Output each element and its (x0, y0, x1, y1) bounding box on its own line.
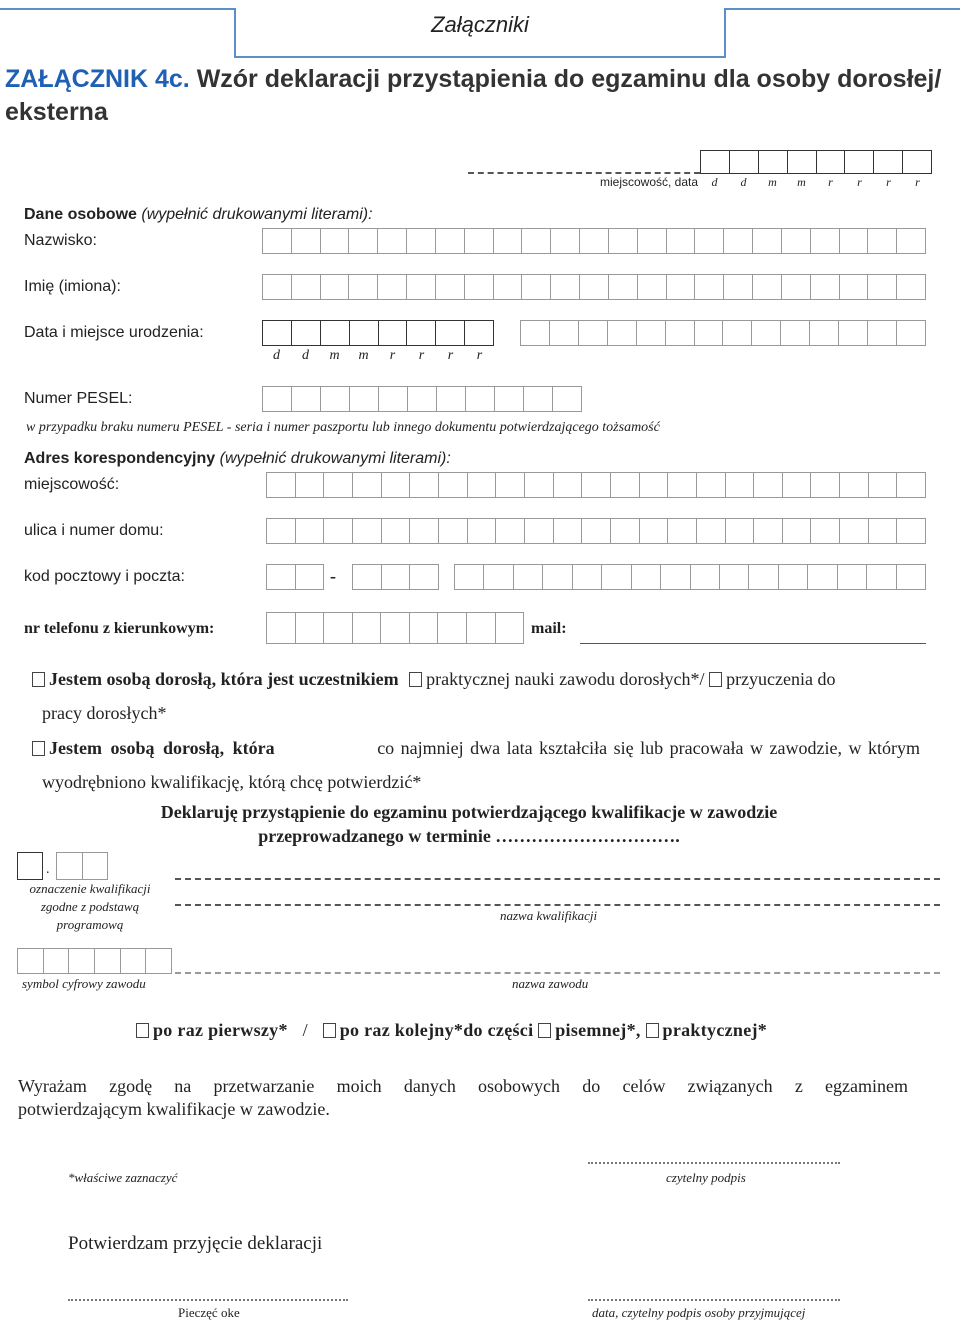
confirmation-text: Potwierdzam przyjęcie deklaracji (68, 1233, 323, 1254)
mail-line[interactable] (580, 643, 926, 644)
mail-label: mail: (531, 620, 567, 637)
stamp-caption: Pieczęć oke (178, 1305, 240, 1320)
header-tab-label: Załączniki (431, 12, 529, 37)
attempt-row: po raz pierwszy* / po raz kolejny*do części pisemnej*, praktycznej* (136, 1020, 767, 1041)
city-label: miejscowość: (24, 476, 120, 493)
birth-date-format-letters: d d m m r r r r (273, 348, 483, 363)
profession-name-caption: nazwa zawodu (512, 976, 589, 991)
pesel-label: Numer PESEL: (24, 390, 133, 407)
next-attempt-checkbox[interactable] (323, 1023, 336, 1038)
birth-date-boxes[interactable] (262, 320, 494, 346)
title-number: ZAŁĄCZNIK 4c. (5, 65, 190, 93)
surname-label: Nazwisko: (24, 232, 97, 249)
title-text-line2: eksterna (5, 98, 108, 126)
profession-name-line[interactable] (175, 972, 940, 974)
statement-2: Jestem osobą dorosłą, która co najmniej dwa lata kształciła się lub pracowała w zawodzie, w którym wyodrębniono kwalifikację, którą chcę potwierdzić* (32, 731, 920, 799)
city-boxes[interactable] (266, 472, 926, 498)
street-label: ulica i numer domu: (24, 522, 164, 539)
phone-label: nr telefonu z kierunkowym: (24, 620, 215, 637)
pesel-note: w przypadku braku numeru PESEL - seria i numer paszportu lub innego dokumentu potwierdzającego tożsamość (26, 420, 660, 435)
signature-caption: czytelny podpis (666, 1170, 746, 1185)
written-part-checkbox[interactable] (538, 1023, 551, 1038)
statement-1-checkbox[interactable] (32, 672, 45, 687)
practical-training-checkbox[interactable] (409, 672, 422, 687)
header-rule-left (0, 8, 236, 10)
birth-label: Data i miejsce urodzenia: (24, 324, 204, 341)
postal-code-boxes-2[interactable] (352, 564, 439, 590)
header-tab-bottom (234, 56, 726, 58)
street-boxes[interactable] (266, 518, 926, 544)
qualification-code-dot: . (46, 862, 50, 877)
statement-2-checkbox[interactable] (32, 741, 45, 756)
qualification-code-box-1[interactable] (17, 852, 43, 880)
footnote: *właściwe zaznaczyć (68, 1170, 178, 1185)
receiver-signature-line[interactable] (588, 1299, 840, 1301)
names-boxes-row1[interactable] (262, 274, 926, 300)
stamp-line[interactable] (68, 1299, 348, 1301)
birth-place-boxes[interactable] (520, 320, 926, 346)
postal-code-boxes-1[interactable] (266, 564, 324, 590)
phone-boxes[interactable] (266, 612, 524, 644)
qualification-code-boxes-2[interactable] (56, 852, 108, 880)
place-date-line[interactable] (468, 172, 700, 174)
names-label: Imię (imiona): (24, 278, 121, 295)
qualification-name-line-2[interactable] (175, 904, 940, 906)
qualification-code-caption: oznaczenie kwalifikacji zgodne z podstawą programową (29, 881, 151, 932)
address-heading: Adres korespondencyjny (wypełnić drukowanymi literami): (24, 450, 451, 467)
receiver-caption: data, czytelny podpis osoby przyjmującej (592, 1305, 806, 1320)
consent-text: Wyrażam zgodę na przetwarzanie moich danych osobowych do celów związanych z egzaminem potwierdzającym kwalifikacje w zawodzie. (18, 1076, 908, 1119)
first-attempt-checkbox[interactable] (136, 1023, 149, 1038)
postal-dash: - (330, 566, 336, 586)
pesel-boxes[interactable] (262, 386, 582, 412)
header-rule-right (724, 8, 960, 10)
qualification-name-caption: nazwa kwalifikacji (500, 908, 598, 923)
title-text: Wzór deklaracji przystąpienia do egzaminu dla osoby dorosłej/ (196, 65, 942, 93)
header-tab-right-edge (724, 8, 726, 58)
page-title (5, 63, 955, 129)
signature-line[interactable] (588, 1162, 840, 1164)
personal-heading: Dane osobowe (wypełnić drukowanymi literami): (24, 206, 373, 223)
postal-label: kod pocztowy i poczta: (24, 568, 185, 585)
post-office-boxes[interactable] (454, 564, 926, 590)
practical-part-checkbox[interactable] (646, 1023, 659, 1038)
place-date-caption: miejscowość, data (600, 175, 699, 189)
declaration-text: Deklaruję przystąpienie do egzaminu potwierdzającego kwalifikacje w zawodzie przeprowadzanego w terminie …………………………. (160, 802, 778, 846)
surname-boxes[interactable] (262, 228, 926, 254)
statement-1: Jestem osobą dorosłą, która jest uczestnikiem praktycznej nauki zawodu dorosłych*/ przyuczenia do pracy dorosłych* (32, 662, 932, 730)
apprenticeship-checkbox[interactable] (709, 672, 722, 687)
profession-code-boxes[interactable] (17, 948, 172, 974)
date-format-letters: d d m m r r r r (711, 175, 920, 189)
qualification-name-line-1[interactable] (175, 878, 940, 880)
date-boxes[interactable] (700, 150, 932, 174)
profession-code-caption: symbol cyfrowy zawodu (22, 976, 146, 991)
